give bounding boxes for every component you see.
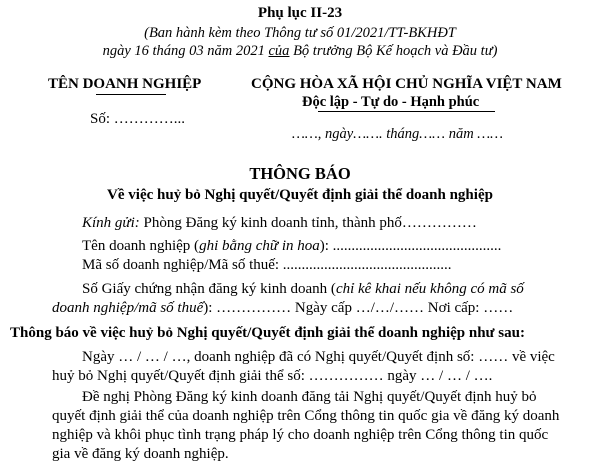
right-divider bbox=[318, 111, 495, 112]
paragraph-2-line-2: quyết định giải thể của doanh nghiệp trên Cổng thông tin quốc gia về đăng ký doanh bbox=[52, 408, 560, 424]
paragraph-2-line-1: Đề nghị Phòng Đăng ký kinh doanh đăng tải Nghị quyết/Quyết định huỷ bỏ bbox=[82, 389, 537, 405]
left-divider bbox=[96, 94, 166, 95]
company-name-label: TÊN DOANH NGHIỆP bbox=[48, 76, 202, 92]
body-heading: Thông báo về việc huỷ bỏ Nghị quyết/Quyết định giải thể doanh nghiệp như sau: bbox=[10, 325, 525, 341]
certificate-line-1: Số Giấy chứng nhận đăng ký kinh doanh (chỉ kê khai nếu không có mã số bbox=[82, 281, 524, 297]
paragraph-1-line-2: huỷ bỏ Nghị quyết/Quyết định giải thể số: …………… ngày … / … / …. bbox=[52, 368, 493, 384]
recipient-line: Kính gửi: Phòng Đăng ký kinh doanh tỉnh, thành phố…………… bbox=[82, 215, 477, 231]
tax-code-field: Mã số doanh nghiệp/Mã số thuế: ............................................. bbox=[82, 257, 452, 273]
paragraph-1-line-1: Ngày … / … / …, doanh nghiệp đã có Nghị quyết/Quyết định số: …… về việc bbox=[82, 349, 555, 365]
notice-subject: Về việc huỷ bỏ Nghị quyết/Quyết định giải thể doanh nghiệp bbox=[107, 187, 493, 203]
paragraph-2-line-4: gia về đăng ký doanh nghiệp. bbox=[52, 446, 229, 462]
issued-date-line: ngày 16 tháng 03 năm 2021 của Bộ trưởng Bộ Kế hoạch và Đầu tư) bbox=[102, 43, 498, 59]
document-number: Số: …………... bbox=[90, 111, 186, 127]
certificate-line-2: doanh nghiệp/mã số thuế): …………… Ngày cấp …/…/…… Nơi cấp: …… bbox=[52, 300, 514, 316]
paragraph-2-line-3: nghiệp và khôi phục tình trạng pháp lý cho doanh nghiệp trên Cổng thông tin quốc bbox=[52, 427, 549, 443]
issued-by-line: (Ban hành kèm theo Thông tư số 01/2021/TT-BKHĐT bbox=[144, 25, 456, 41]
national-motto: Độc lập - Tự do - Hạnh phúc bbox=[302, 94, 480, 110]
appendix-title: Phụ lục II-23 bbox=[257, 5, 343, 21]
national-title: CỘNG HÒA XÃ HỘI CHỦ NGHĨA VIỆT NAM bbox=[251, 76, 562, 92]
date-place-line: ……, ngày……. tháng…… năm …… bbox=[292, 126, 504, 142]
company-name-field: Tên doanh nghiệp (ghi bằng chữ in hoa): ............................................. bbox=[82, 238, 502, 254]
notice-title: THÔNG BÁO bbox=[249, 164, 351, 183]
